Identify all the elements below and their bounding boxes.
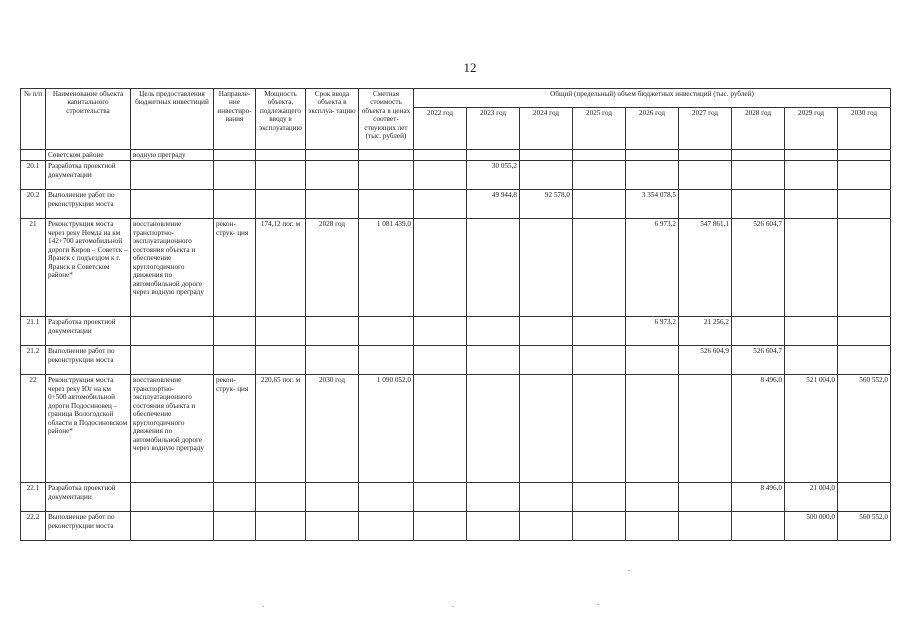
row-y2027 (679, 150, 732, 161)
row-y2028: 526 604,7 (732, 346, 785, 375)
row-y2025 (573, 317, 626, 346)
row-y2028 (732, 512, 785, 541)
row-cost: 1 090 052,0 (359, 375, 414, 483)
row-y2026 (626, 483, 679, 512)
investment-table (20, 88, 891, 541)
row-y2024 (520, 346, 573, 375)
row-y2027 (679, 483, 732, 512)
row-y2026 (626, 161, 679, 190)
table-row (21, 190, 891, 219)
row-no: 22.2 (21, 512, 46, 541)
row-cost (359, 483, 414, 512)
row-y2028 (732, 317, 785, 346)
header-year: 2028 год (732, 108, 785, 150)
row-goal (131, 512, 214, 541)
row-y2030 (838, 219, 891, 317)
table-row (21, 375, 891, 483)
row-y2030 (838, 190, 891, 219)
header-no: № п/п (21, 89, 46, 150)
row-no (21, 150, 46, 161)
row-y2030: 560 552,0 (838, 512, 891, 541)
row-y2023 (467, 375, 520, 483)
row-y2022 (414, 375, 467, 483)
row-y2023 (467, 483, 520, 512)
scan-artifact (452, 606, 454, 607)
row-y2024: 92 578,0 (520, 190, 573, 219)
row-y2030 (838, 317, 891, 346)
row-y2025 (573, 219, 626, 317)
row-cost (359, 161, 414, 190)
row-y2026: 3 354 078,5 (626, 190, 679, 219)
row-y2030 (838, 483, 891, 512)
row-y2023 (467, 317, 520, 346)
row-goal (131, 346, 214, 375)
row-no: 21.1 (21, 317, 46, 346)
row-y2025 (573, 161, 626, 190)
row-term (306, 346, 359, 375)
row-goal (131, 161, 214, 190)
row-direction (214, 346, 256, 375)
header-year: 2022 год (414, 108, 467, 150)
table-header (21, 89, 891, 150)
row-y2030 (838, 150, 891, 161)
row-name: Выполнение работ по реконструкции моста (46, 512, 131, 541)
row-no: 20.1 (21, 161, 46, 190)
row-name: Реконструкция моста через реку Немда на км 142+700 автомобильной дороги Киров – Советск – Яранск с подъездом к г. Яранск в Советском районе* (46, 219, 131, 317)
row-y2026 (626, 512, 679, 541)
row-direction (214, 317, 256, 346)
row-no: 20.2 (21, 190, 46, 219)
row-y2028: 8 496,0 (732, 375, 785, 483)
row-term (306, 512, 359, 541)
row-y2022 (414, 150, 467, 161)
table-row (21, 346, 891, 375)
row-name: Выполнение работ по реконструкции моста (46, 346, 131, 375)
row-y2022 (414, 512, 467, 541)
row-goal (131, 190, 214, 219)
row-y2024 (520, 317, 573, 346)
header-year: 2023 год (467, 108, 520, 150)
row-y2023 (467, 150, 520, 161)
row-y2026 (626, 346, 679, 375)
row-y2025 (573, 346, 626, 375)
row-y2029: 500 000,0 (785, 512, 838, 541)
row-y2028 (732, 161, 785, 190)
table-row (21, 150, 891, 161)
row-y2029: 521 004,0 (785, 375, 838, 483)
row-goal (131, 483, 214, 512)
row-y2029: 21 004,0 (785, 483, 838, 512)
row-y2026 (626, 150, 679, 161)
row-name: Реконструкция моста через реку Юг на км 0+500 автомобильной дороги Подосиновец – граница Вологодской области в Подосиновском районе* (46, 375, 131, 483)
row-y2029 (785, 317, 838, 346)
row-name: Разработка проектной документации (46, 161, 131, 190)
row-y2023: 30 055,2 (467, 161, 520, 190)
row-y2022 (414, 190, 467, 219)
row-direction (214, 190, 256, 219)
row-y2028 (732, 150, 785, 161)
row-y2024 (520, 161, 573, 190)
row-term (306, 161, 359, 190)
row-y2029 (785, 161, 838, 190)
table-row (21, 161, 891, 190)
row-name: Разработка проектной документации (46, 483, 131, 512)
row-y2030 (838, 161, 891, 190)
row-direction: рекон- струк- ция (214, 375, 256, 483)
header-year: 2026 год (626, 108, 679, 150)
header-year: 2029 год (785, 108, 838, 150)
row-y2022 (414, 161, 467, 190)
row-y2022 (414, 317, 467, 346)
row-no: 21.2 (21, 346, 46, 375)
row-y2025 (573, 512, 626, 541)
row-y2029 (785, 190, 838, 219)
row-goal: водную преграду (131, 150, 214, 161)
row-capacity (256, 190, 306, 219)
row-y2025 (573, 375, 626, 483)
row-name: Советском районе (46, 150, 131, 161)
row-term: 2028 год (306, 219, 359, 317)
row-y2023 (467, 512, 520, 541)
row-y2027: 526 604,9 (679, 346, 732, 375)
row-capacity (256, 346, 306, 375)
row-direction (214, 512, 256, 541)
row-y2025 (573, 150, 626, 161)
row-y2024 (520, 219, 573, 317)
row-capacity: 220,65 пог. м (256, 375, 306, 483)
page-number: 12 (463, 60, 477, 75)
row-direction (214, 161, 256, 190)
row-y2026: 6 973,2 (626, 219, 679, 317)
header-year: 2024 год (520, 108, 573, 150)
row-y2028: 526 604,7 (732, 219, 785, 317)
row-y2023 (467, 346, 520, 375)
header-year: 2025 год (573, 108, 626, 150)
row-direction: рекон- струк- ция (214, 219, 256, 317)
header-year: 2027 год (679, 108, 732, 150)
row-capacity (256, 483, 306, 512)
row-cost (359, 190, 414, 219)
row-goal (131, 317, 214, 346)
header-estimated-cost: Сметная стоимость объекта в ценах соответ- ствующих лет (тыс. рублей) (359, 89, 414, 150)
scan-artifact (262, 606, 264, 607)
header-investment-title: Общий (предельный) объем бюджетных инвестиций (тыс. рублей) (414, 89, 891, 108)
row-y2027 (679, 161, 732, 190)
scan-artifact (628, 570, 630, 571)
row-no: 22 (21, 375, 46, 483)
table-row (21, 317, 891, 346)
row-y2026: 6 973,2 (626, 317, 679, 346)
row-y2029 (785, 150, 838, 161)
row-cost (359, 150, 414, 161)
row-term (306, 317, 359, 346)
row-y2026 (626, 375, 679, 483)
row-y2027: 21 256,2 (679, 317, 732, 346)
row-capacity (256, 512, 306, 541)
header-name: Наименование объекта капитального строительства (46, 89, 131, 150)
row-term: 2030 год (306, 375, 359, 483)
row-y2022 (414, 346, 467, 375)
table-row (21, 512, 891, 541)
row-y2027 (679, 190, 732, 219)
row-capacity (256, 150, 306, 161)
row-capacity (256, 317, 306, 346)
row-direction (214, 150, 256, 161)
row-term (306, 483, 359, 512)
row-y2025 (573, 483, 626, 512)
row-name: Разработка проектной документации (46, 317, 131, 346)
header-term: Срок ввода объекта в эксплуа- тацию (306, 89, 359, 150)
row-name: Выполнение работ по реконструкции моста (46, 190, 131, 219)
row-y2030: 560 552,0 (838, 375, 891, 483)
header-direction: Направле- ние инвестиро- вания (214, 89, 256, 150)
row-no: 22.1 (21, 483, 46, 512)
row-no: 21 (21, 219, 46, 317)
row-y2025 (573, 190, 626, 219)
row-cost (359, 346, 414, 375)
row-y2023: 49 944,8 (467, 190, 520, 219)
row-cost (359, 317, 414, 346)
row-goal: восстановление транспортно-эксплуатационного состояния объекта и обеспечение круглогодичного движения по автомобильной дороге через водную преграду (131, 375, 214, 483)
row-y2027 (679, 375, 732, 483)
row-y2023 (467, 219, 520, 317)
table-row (21, 483, 891, 512)
scan-artifact (597, 604, 599, 605)
row-y2030 (838, 346, 891, 375)
row-y2027: 547 861,1 (679, 219, 732, 317)
row-term (306, 150, 359, 161)
row-term (306, 190, 359, 219)
row-y2024 (520, 375, 573, 483)
row-y2027 (679, 512, 732, 541)
header-year: 2030 год (838, 108, 891, 150)
row-y2024 (520, 512, 573, 541)
row-y2024 (520, 150, 573, 161)
row-goal: восстановление транспортно-эксплуатационного состояния объекта и обеспечение круглогодичного движения по автомобильной дороге через водную преграду (131, 219, 214, 317)
table-row (21, 219, 891, 317)
header-capacity: Мощность объекта, подлежащего вводу в эксплуатацию (256, 89, 306, 150)
row-cost (359, 512, 414, 541)
row-y2029 (785, 346, 838, 375)
row-capacity: 174,12 пог. м (256, 219, 306, 317)
row-y2028: 8 496,0 (732, 483, 785, 512)
row-direction (214, 483, 256, 512)
row-capacity (256, 161, 306, 190)
row-cost: 1 081 439,0 (359, 219, 414, 317)
row-y2024 (520, 483, 573, 512)
row-y2022 (414, 483, 467, 512)
header-goal: Цель предоставления бюджетных инвестиций (131, 89, 214, 150)
row-y2028 (732, 190, 785, 219)
row-y2029 (785, 219, 838, 317)
row-y2022 (414, 219, 467, 317)
